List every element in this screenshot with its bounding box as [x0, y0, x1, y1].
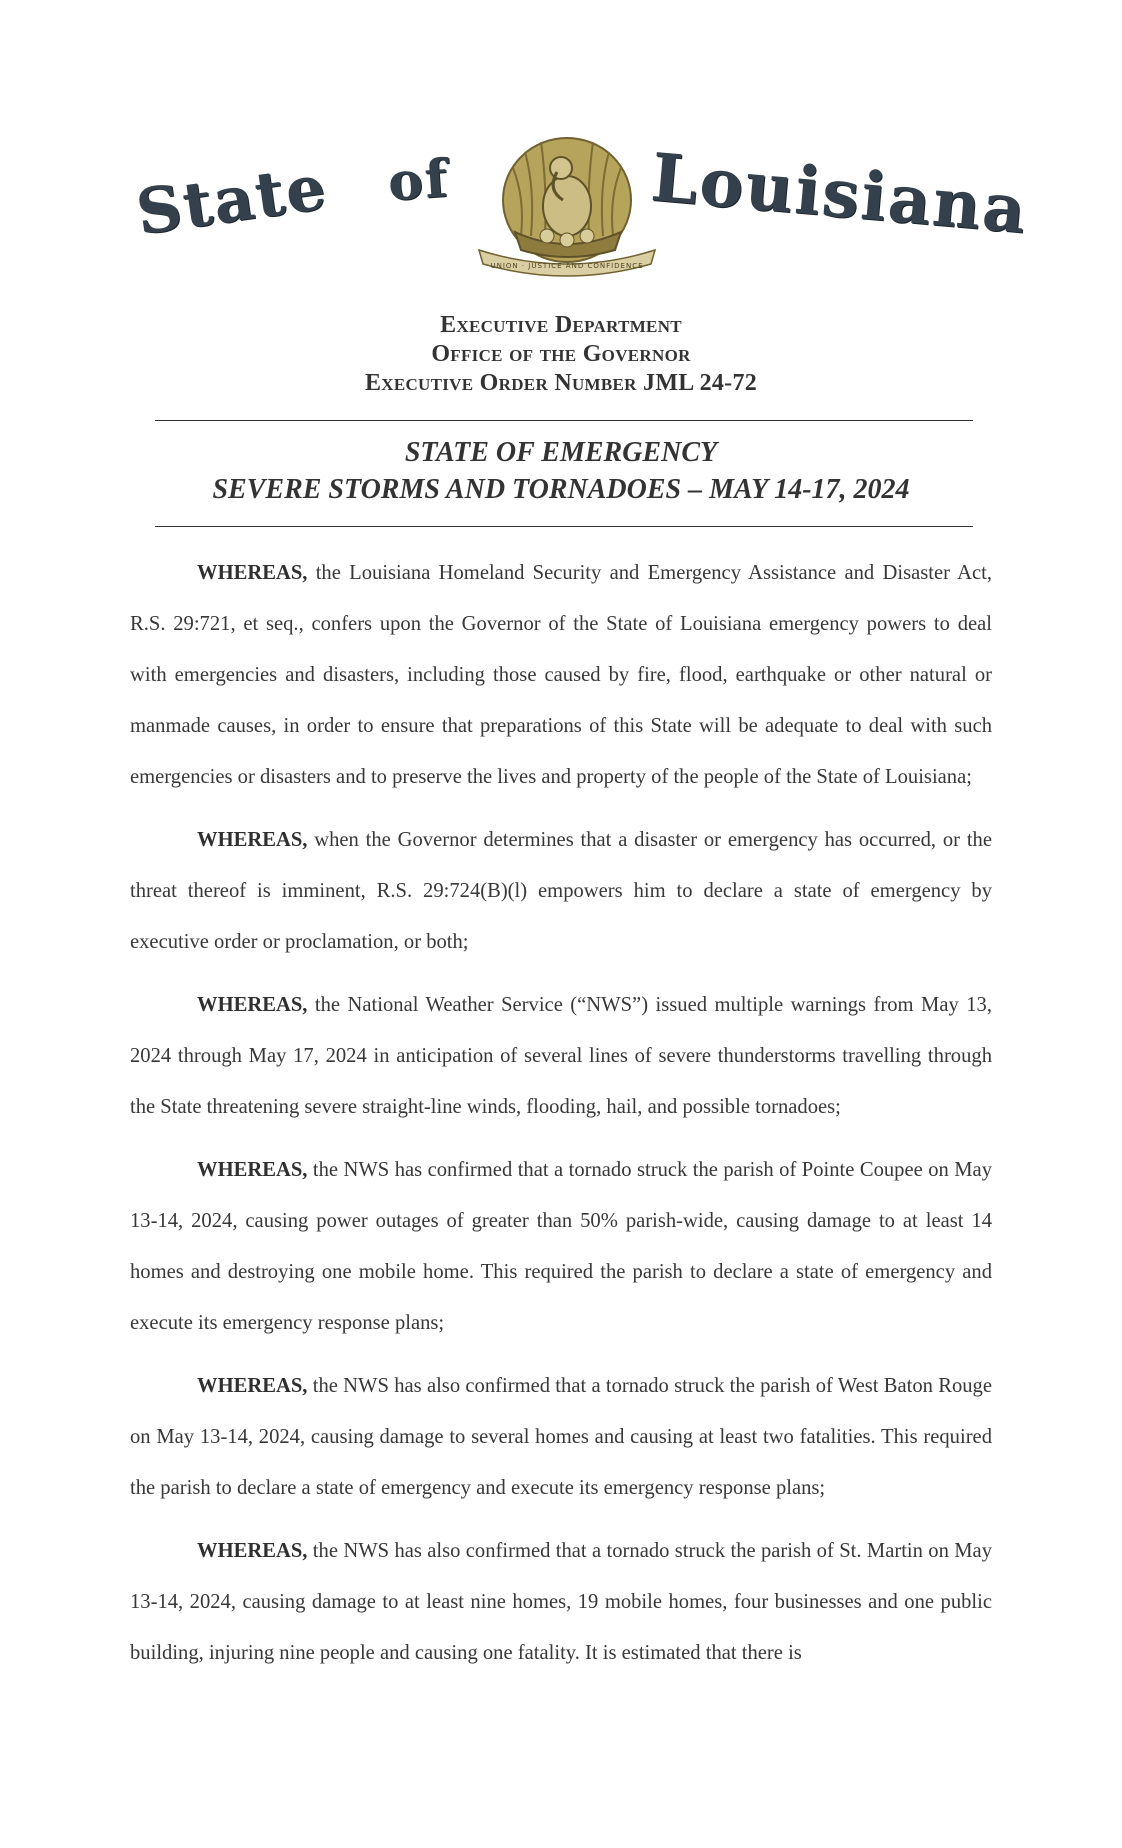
- whereas-paragraph: [130, 1145, 992, 1349]
- paragraph-text: when the Governor determines that a disaster or emergency has occurred, or the threat thereof is imminent, R.S. 29:724(B)(l) empowers him to declare a state of emergency by executive order or proclamation, or both;: [130, 829, 992, 953]
- whereas-lead: WHEREAS,: [197, 829, 308, 851]
- whereas-paragraph: [130, 1361, 992, 1514]
- paragraph-text: the Louisiana Homeland Security and Emergency Assistance and Disaster Act, R.S. 29:721, et seq., confers upon the Governor of the State of Louisiana emergency powers to deal with emergencies and disasters, including those caused by fire, flood, earthquake or other natural or manmade causes, in order to ensure that preparations of this State will be adequate to deal with such emergencies or disasters and to preserve the lives and property of the people of the State of Louisiana;: [130, 562, 992, 788]
- whereas-paragraph: [130, 980, 992, 1133]
- divider-bottom: [155, 526, 973, 527]
- header-office-of-governor: Office of the Governor: [431, 341, 691, 367]
- whereas-paragraph: [130, 815, 992, 968]
- letterhead-word-of: of: [385, 147, 452, 214]
- letterhead-word-louisiana: Louisiana: [648, 138, 1031, 249]
- whereas-lead: WHEREAS,: [197, 994, 308, 1016]
- whereas-lead: WHEREAS,: [197, 1540, 308, 1562]
- pelican-seal-icon: [465, 128, 670, 280]
- paragraph-text: the NWS has confirmed that a tornado struck the parish of Pointe Coupee on May 13-14, 2024, causing power outages of greater than 50% parish-wide, causing damage to at least 14 homes and destroying one mobile home. This required the parish to declare a state of emergency and execute its emergency response plans;: [130, 1159, 992, 1334]
- header-executive-department: Executive Department: [440, 312, 682, 338]
- whereas-paragraph: [130, 548, 992, 803]
- whereas-paragraph: [130, 1526, 992, 1679]
- letterhead-word-state: State: [131, 150, 332, 249]
- svg-text:UNION · JUSTICE AND CONFIDENCE: UNION · JUSTICE AND CONFIDENCE: [490, 262, 644, 270]
- order-body: [130, 548, 992, 1691]
- title-severe-storms: SEVERE STORMS AND TORNADOES – MAY 14-17, 2024: [212, 474, 910, 505]
- paragraph-text: the National Weather Service (“NWS”) issued multiple warnings from May 13, 2024 through May 17, 2024 in anticipation of several lines of severe thunderstorms travelling through the State threatening severe straight-line winds, flooding, hail, and possible tornadoes;: [130, 994, 992, 1118]
- paragraph-text: the NWS has also confirmed that a tornado struck the parish of West Baton Rouge on May 13-14, 2024, causing damage to several homes and causing at least two fatalities. This required the parish to declare a state of emergency and execute its emergency response plans;: [130, 1375, 992, 1499]
- title-state-of-emergency: STATE OF EMERGENCY: [404, 437, 718, 468]
- whereas-lead: WHEREAS,: [197, 1375, 308, 1397]
- paragraph-text: the NWS has also confirmed that a tornado struck the parish of St. Martin on May 13-14, 2024, causing damage to at least nine homes, 19 mobile homes, four businesses and one public building, injuring nine people and causing one fatality. It is estimated that there is: [130, 1540, 992, 1664]
- whereas-lead: WHEREAS,: [197, 562, 308, 584]
- divider-top: [155, 420, 973, 421]
- header-executive-order-number: Executive Order Number JML 24-72: [364, 370, 758, 396]
- whereas-lead: WHEREAS,: [197, 1159, 308, 1181]
